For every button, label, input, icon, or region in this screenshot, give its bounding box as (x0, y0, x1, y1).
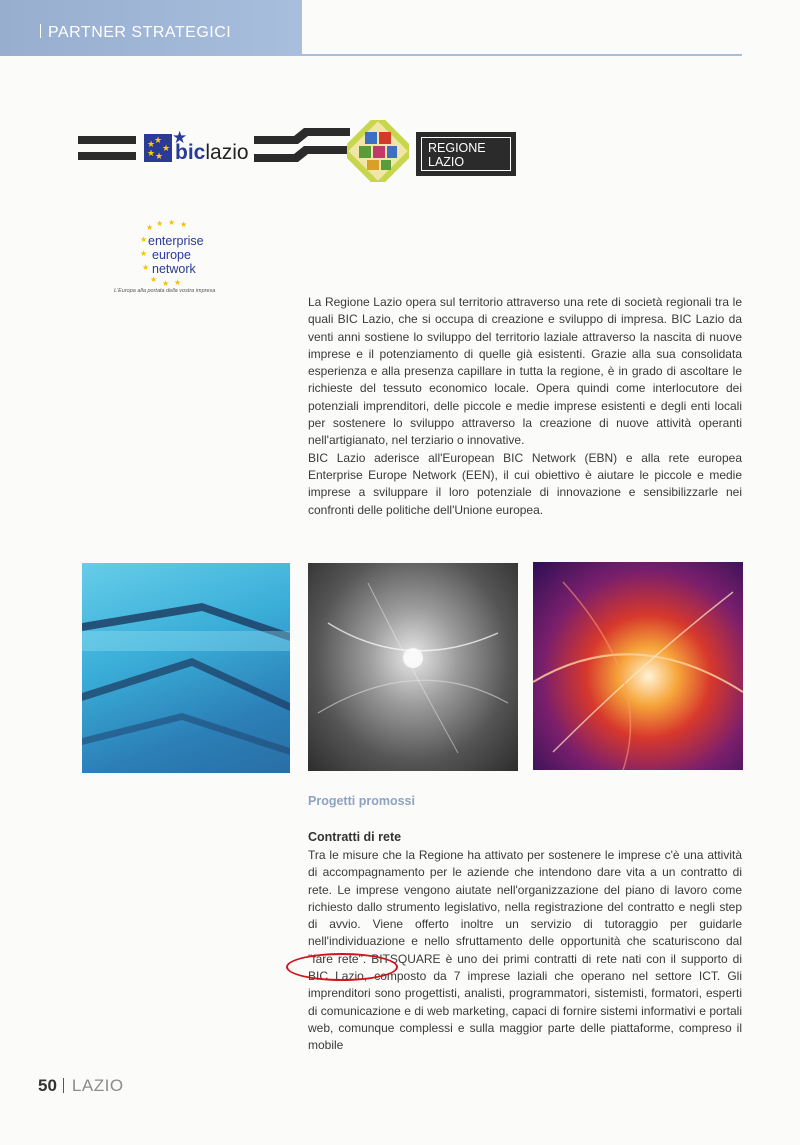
regione-line1: REGIONE (428, 141, 486, 155)
regione-lazio-logo (416, 132, 516, 176)
star-icon: ★ (162, 279, 170, 288)
logo-bar (78, 136, 136, 144)
bic-suffix: lazio (205, 141, 249, 164)
intro-text (308, 294, 742, 519)
star-icon: ★ (142, 263, 150, 272)
regione-line2: LAZIO (428, 155, 465, 169)
star-icon: ★ (140, 235, 148, 244)
photo-blue-architecture (82, 563, 290, 773)
een-line2: europe (152, 248, 191, 262)
star-icon: ★ (172, 128, 188, 147)
intro-paragraph-2: BIC Lazio aderisce all'European BIC Network (EBN) e alla rete europea Enterprise Europe Network (EEN), il cui obiettivo è aiutare le piccole e medie imprese a sviluppare il loro potenziale di innovazione e sensibilizzarle nei confronti delle politiche dell'Unione europea. (308, 450, 742, 517)
footer-label: LAZIO (71, 1076, 124, 1095)
regione-connector-bars (254, 128, 350, 170)
star-icon: ★ (174, 278, 182, 287)
contratti-paragraph-end: è uno dei primi contratti di rete nati con il supporto di BIC Lazio, composto da 7 imprese laziali che operano nel settore ICT. Gli imprenditori sono progettisti, analisti, programmatori, sistemisti, formatori, esperti di comunicazione e di web marketing, capaci di fornire sistemi informativi e portali web, comunque complessi e sulla maggior parte delle piattaforme, compreso il mobile (308, 951, 742, 1053)
enterprise-europe-network-logo (110, 214, 250, 304)
photo-light-burst (308, 563, 518, 771)
header-rule (302, 54, 742, 56)
star-icon: ★ (180, 220, 188, 229)
star-icon: ★ (150, 275, 158, 284)
bic-prefix: bic (175, 141, 206, 164)
een-line1: enterprise (148, 234, 204, 248)
star-icon: ★ (140, 249, 148, 258)
contratti-paragraph-start: Tra le misure che la Regione ha attivato per sostenere le imprese c'è una attività di accompagnamento per le aziende che intendono dare vita a un contratto di rete. Le imprese vengono aiutate nell'organizzazione del piano di lavoro come richiesto dallo strumento legislativo, nella registrazione del contratto e negli step di avvio. Viene offerto inoltre un servizio di tutoraggio per guidarle nell'individuazione e nello sfruttamento delle opportunità che scaturiscono dal "fare rete". (308, 848, 742, 966)
bic-lazio-logo (175, 142, 249, 164)
header-band (0, 0, 302, 56)
red-circle-annotation (286, 953, 398, 981)
bic-flag-icon: ★ ★ ★ ★ ★ (144, 134, 172, 162)
page-footer (38, 1076, 124, 1096)
page-number: 50 (38, 1076, 57, 1095)
een-line3: network (152, 262, 196, 276)
star-icon: ★ (146, 223, 154, 232)
partner-logos (78, 118, 518, 190)
intro-paragraph-1: La Regione Lazio opera sul territorio attraverso una rete di società regionali tra le quali BIC Lazio, che si occupa di creazione e sviluppo di impresa. BIC Lazio da venti anni sostiene lo sviluppo del territorio laziale attraverso la nascita di nuove imprese e il potenziamento di quelle già esistenti. Grazie alla sua consolidata esperienza e alla presenza capillare in tutta la regione, è in grado di ascoltare le richieste del tessuto economico locale. Opera quindi come interlocutore dei potenziali imprenditori, delle piccole e medie imprese esistenti e degli enti locali per sostenere lo sviluppo attraverso la creazione di nuove attività operanti nell'artigianato, nel terziario o innovative. (308, 295, 742, 448)
contratti-text (308, 847, 742, 1055)
section-heading: Progetti promossi (308, 794, 415, 808)
subsection-heading: Contratti di rete (308, 830, 402, 844)
footer-separator (63, 1078, 64, 1093)
star-icon: ★ (156, 219, 164, 228)
section-title: PARTNER STRATEGICI (40, 24, 231, 42)
logo-bar (78, 152, 136, 160)
een-tagline: L'Europa alla portata della vostra impresa (114, 288, 216, 294)
bitsquare-highlight: BITSQUARE (371, 951, 441, 966)
regione-lazio-emblem-icon (347, 120, 409, 182)
star-icon: ★ (168, 218, 176, 227)
photo-fire-swirl (533, 562, 743, 770)
